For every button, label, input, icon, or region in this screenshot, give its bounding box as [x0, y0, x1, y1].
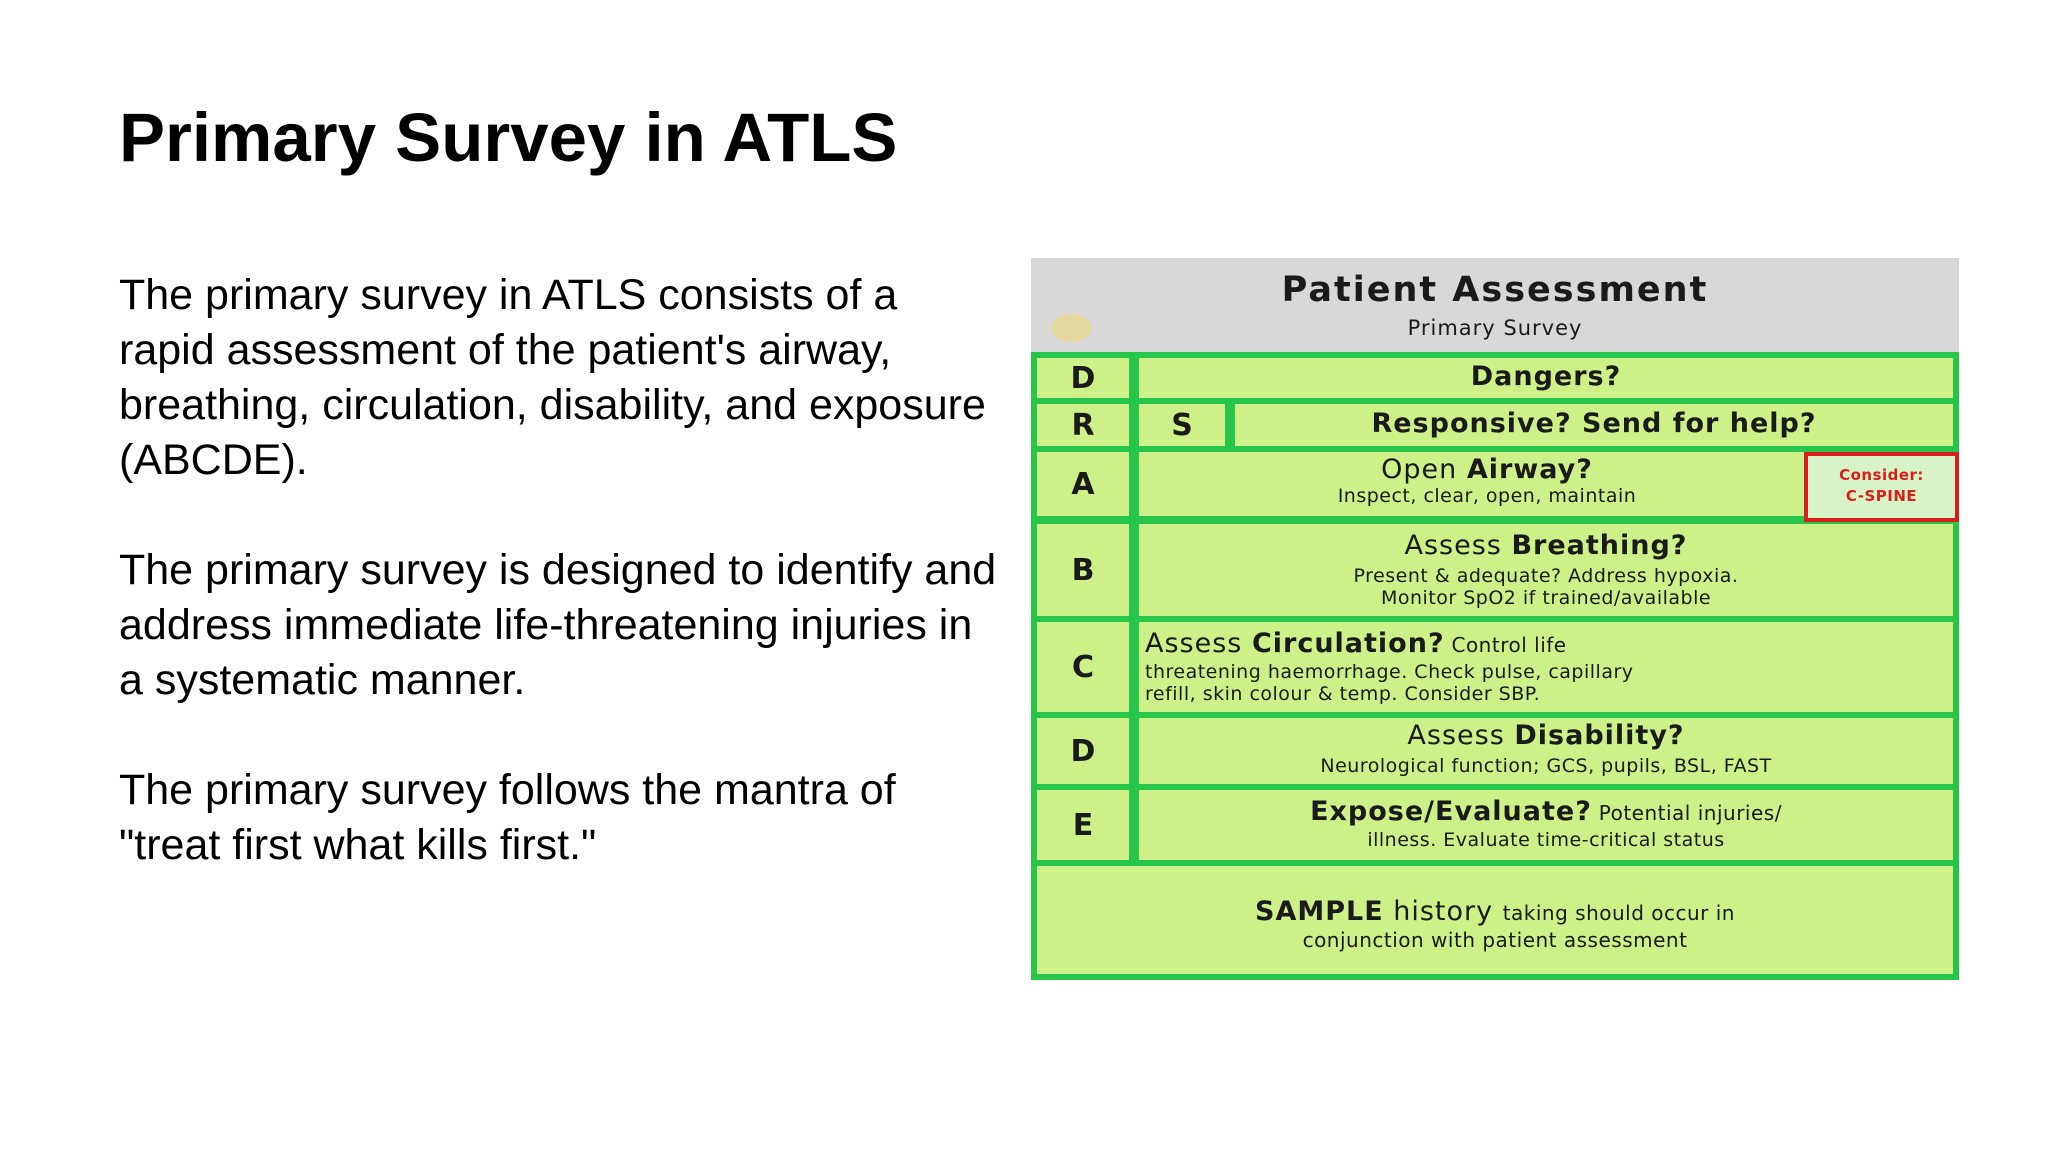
patient-assessment-chart — [1031, 258, 1959, 980]
paragraph-purpose: The primary survey is designed to identify and address immediate life-threatening injuries in a systematic manner. — [119, 546, 997, 704]
circulation-bold: Circulation? — [1251, 628, 1445, 659]
circulation-heading — [1145, 628, 1953, 659]
row-letter-r: R — [1037, 404, 1129, 446]
row-expose — [1139, 790, 1953, 860]
row-disability — [1139, 718, 1953, 784]
disability-bold: Disability? — [1514, 720, 1685, 751]
breathing-prefix: Assess — [1404, 530, 1512, 561]
airway-heading — [1139, 454, 1835, 485]
sample-history-row — [1037, 866, 1953, 974]
disability-prefix: Assess — [1407, 720, 1515, 751]
airway-prefix: Open — [1381, 454, 1467, 485]
disability-heading — [1139, 720, 1953, 751]
chart-subtitle: Primary Survey — [1407, 316, 1583, 340]
expose-detail: illness. Evaluate time-critical status — [1367, 829, 1725, 851]
breathing-heading — [1139, 530, 1953, 561]
chart-header — [1031, 258, 1959, 352]
breathing-detail-2: Monitor SpO2 if trained/available — [1380, 587, 1712, 609]
expose-suffix: Potential injuries/ — [1591, 801, 1782, 825]
paragraph-mantra: The primary survey follows the mantra of "treat first what kills first." — [119, 766, 896, 869]
circulation-prefix: Assess — [1145, 628, 1252, 659]
row-letter-a: A — [1037, 452, 1129, 516]
row-circulation — [1139, 622, 1953, 712]
circulation-detail-1: threatening haemorrhage. Check pulse, capillary — [1145, 661, 1634, 683]
row-airway — [1139, 452, 1835, 516]
sample-small: taking should occur in — [1502, 901, 1735, 925]
consider-c-spine-box — [1804, 452, 1959, 522]
row-dangers — [1139, 358, 1953, 398]
row-letter-b: B — [1037, 524, 1129, 616]
row-letter-c: C — [1037, 622, 1129, 712]
sample-bold: SAMPLE — [1255, 896, 1384, 927]
sample-mid: history — [1383, 896, 1503, 927]
sample-heading — [1037, 896, 1953, 927]
row-breathing — [1139, 524, 1953, 616]
c-spine-label: C-SPINE — [1845, 487, 1918, 505]
row-letter-e: E — [1037, 790, 1129, 860]
breathing-detail-1: Present & adequate? Address hypoxia. — [1353, 565, 1739, 587]
row-letter-s: S — [1139, 404, 1225, 446]
circulation-detail-2: refill, skin colour & temp. Consider SBP. — [1145, 683, 1541, 705]
responsive-label: Responsive? Send for help? — [1371, 408, 1817, 439]
paragraph-abcde: The primary survey in ATLS consists of a rapid assessment of the patient's airway, breathing, circulation, disability, and exposure (ABCDE). — [119, 271, 986, 484]
breathing-bold: Breathing? — [1511, 530, 1688, 561]
expose-bold: Expose/Evaluate? — [1310, 796, 1592, 827]
body-text — [119, 268, 999, 873]
circulation-suffix: Control life — [1444, 633, 1567, 657]
row-letter-d-dangers: D — [1037, 358, 1129, 398]
dangers-label: Dangers? — [1470, 361, 1622, 392]
row-letter-d-disability: D — [1037, 718, 1129, 784]
airway-detail: Inspect, clear, open, maintain — [1337, 485, 1637, 507]
disability-detail: Neurological function; GCS, pupils, BSL, FAST — [1320, 755, 1772, 777]
expose-heading — [1139, 796, 1953, 827]
slide-title: Primary Survey in ATLS — [119, 99, 898, 176]
sample-detail: conjunction with patient assessment — [1302, 928, 1688, 952]
consider-label: Consider: — [1839, 466, 1924, 484]
chart-title: Patient Assessment — [1281, 270, 1709, 310]
row-responsive — [1235, 404, 1953, 446]
airway-bold: Airway? — [1466, 454, 1593, 485]
